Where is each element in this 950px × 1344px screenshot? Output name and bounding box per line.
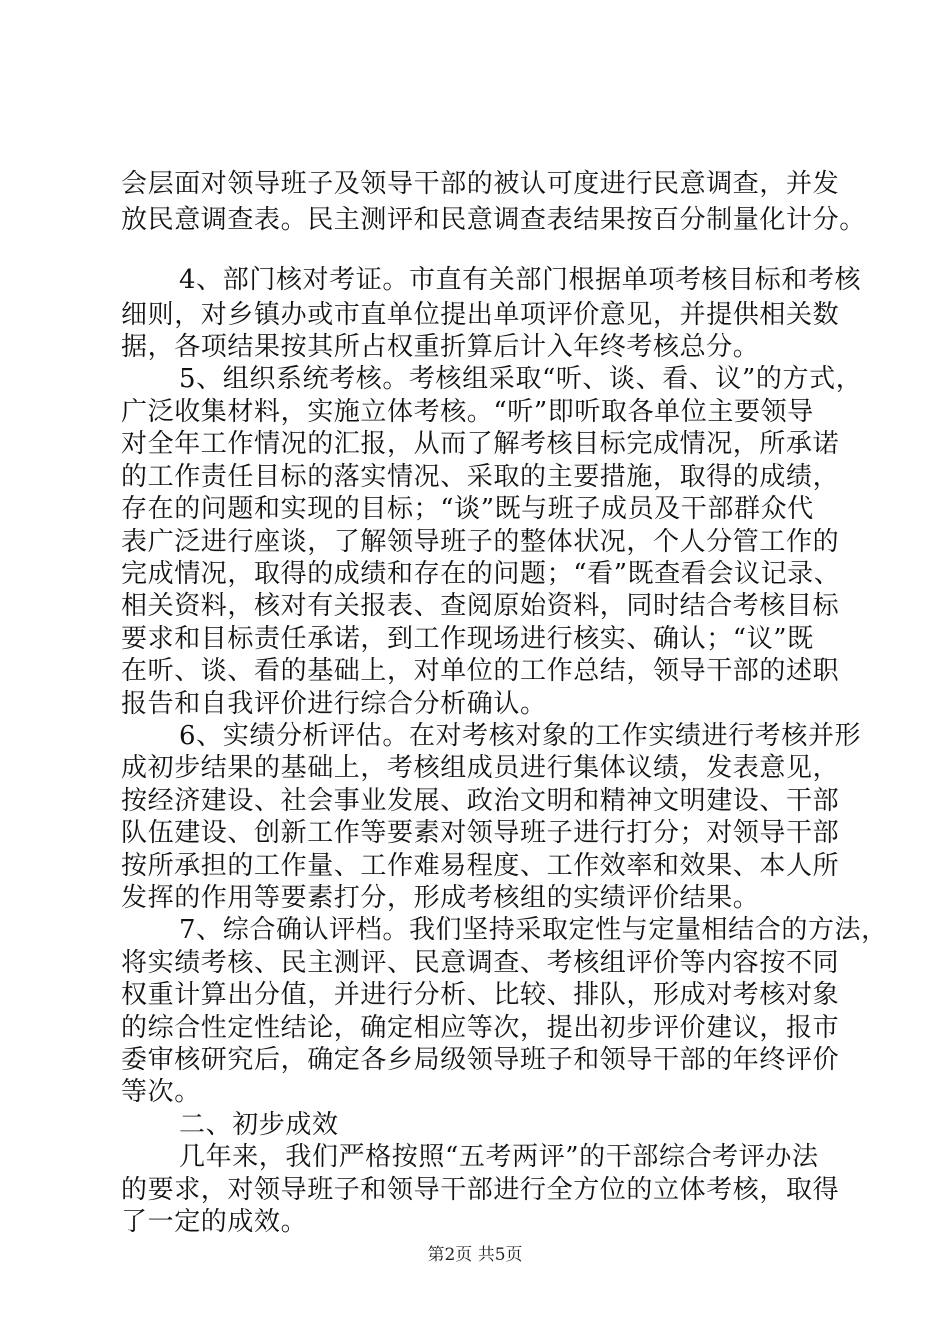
text-line: 6、实绩分析评估。在对考核对象的工作实绩进行考核并形	[179, 721, 862, 751]
text-line: 7、综合确认评档。我们坚持采取定性与定量相结合的方法，	[179, 915, 888, 945]
text-line: 委审核研究后，确定各乡局级领导班子和领导干部的年终评价	[121, 1045, 840, 1075]
text-line: 细则，对乡镇办或市直单位提出单项评价意见，并提供相关数	[121, 300, 840, 330]
text-line: 按所承担的工作量、工作难易程度、工作效率和效果、本人所	[121, 851, 840, 881]
text-line: 表广泛进行座谈，了解领导班子的整体状况，个人分管工作的	[121, 527, 840, 557]
text-line: 发挥的作用等要素打分，形成考核组的实绩评价结果。	[121, 883, 760, 913]
text-line: 对全年工作情况的汇报，从而了解考核目标完成情况，所承诺	[121, 429, 840, 459]
text-line: 按经济建设、社会事业发展、政治文明和精神文明建设、干部	[121, 786, 840, 816]
text-line: 等次。	[121, 1077, 201, 1107]
text-line: 权重计算出分值，并进行分析、比较、排队，形成对考核对象	[121, 980, 840, 1010]
text-line: 广泛收集材料，实施立体考核。“听”即听取各单位主要领导	[121, 397, 814, 427]
text-line: 存在的问题和实现的目标；“谈”既与班子成员及干部群众代	[121, 494, 814, 524]
text-line: 几年来，我们严格按照“五考两评”的干部综合考评办法	[179, 1142, 819, 1172]
text-line: 据，各项结果按其所占权重折算后计入年终考核总分。	[121, 332, 760, 362]
text-line: 4、部门核对考证。市直有关部门根据单项考核目标和考核	[179, 265, 862, 295]
text-line: 的综合性定性结论，确定相应等次，提出初步评价建议，报市	[121, 1013, 840, 1043]
text-line: 报告和自我评价进行综合分析确认。	[121, 689, 547, 719]
text-line: 将实绩考核、民主测评、民意调查、考核组评价等内容按不同	[121, 948, 840, 978]
text-line: 完成情况，取得的成绩和存在的问题；“看”既查看会议记录、	[121, 559, 841, 589]
text-line: 会层面对领导班子及领导干部的被认可度进行民意调查，并发	[121, 169, 840, 199]
text-line: 5、组织系统考核。考核组采取“听、谈、看、议”的方式，	[179, 364, 863, 394]
page-number: 第2页 共5页	[427, 1245, 523, 1265]
text-line: 的要求，对领导班子和领导干部进行全方位的立体考核，取得	[121, 1175, 840, 1205]
text-line: 了一定的成效。	[121, 1207, 308, 1237]
text-line: 相关资料，核对有关报表、查阅原始资料，同时结合考核目标	[121, 591, 840, 621]
text-line: 队伍建设、创新工作等要素对领导班子进行打分；对领导干部	[121, 818, 840, 848]
text-line: 的工作责任目标的落实情况、采取的主要措施，取得的成绩，	[121, 462, 840, 492]
text-line: 放民意调查表。民主测评和民意调查表结果按百分制量化计分。	[121, 205, 866, 235]
text-line: 要求和目标责任承诺，到工作现场进行核实、确认；“议”既	[121, 624, 814, 654]
section-heading: 二、初步成效	[179, 1110, 339, 1140]
text-line: 成初步结果的基础上，考核组成员进行集体议绩，发表意见，	[121, 753, 840, 783]
text-line: 在听、谈、看的基础上，对单位的工作总结，领导干部的述职	[121, 656, 840, 686]
